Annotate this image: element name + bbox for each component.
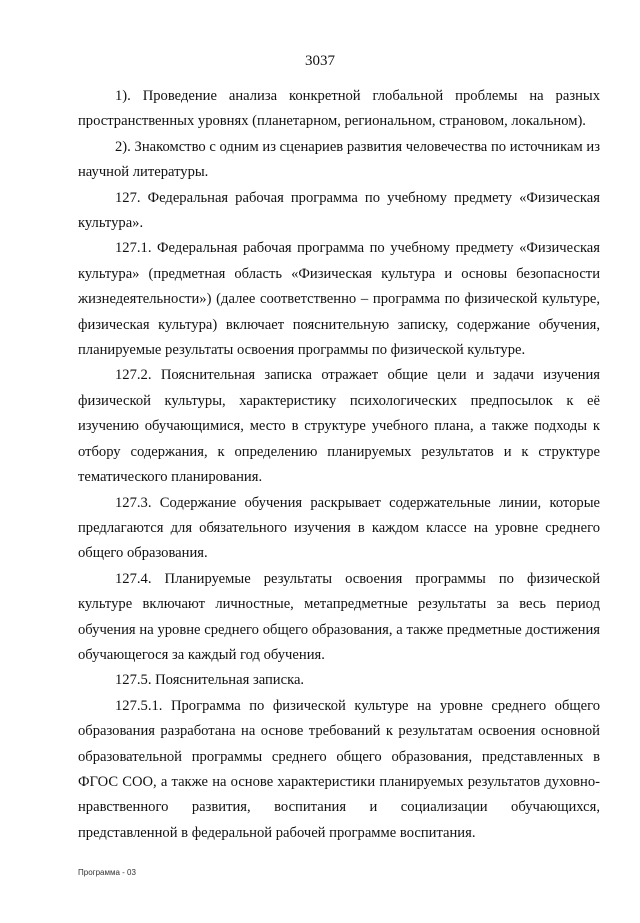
paragraph-2: 2). Знакомство с одним из сценариев развития человечества по источникам из научной литературы.: [78, 138, 600, 181]
paragraph-3: 127. Федеральная рабочая программа по учебному предмету «Физическая культура».: [78, 189, 600, 232]
footer-label: Программа - 03: [78, 868, 136, 877]
page-number: 3037: [305, 53, 335, 69]
paragraph-8: 127.5. Пояснительная записка.: [115, 672, 305, 689]
paragraph-6: 127.3. Содержание обучения раскрывает содержательные линии, которые предлагаются для обязательного изучения в каждом классе на уровне среднего общего образования.: [78, 494, 600, 562]
document-body: [78, 84, 600, 846]
paragraph-7: 127.4. Планируемые результаты освоения программы по физической культуре включают личностные, метапредметные результаты за весь период обучения на уровне среднего общего образования, а также предметные достижения обучающегося за каждый год обучения.: [78, 570, 600, 663]
paragraph-9: 127.5.1. Программа по физической культуре на уровне среднего общего образования разработана на основе требований к результатам освоения основной образовательной программы среднего общего образования, представленных в ФГОС СОО, а также на основе характеристики планируемых результатов духовно-нравственного развития, воспитания и социализации обучающихся, представленной в федеральной рабочей программе воспитания.: [78, 697, 600, 841]
paragraph-1: 1). Проведение анализа конкретной глобальной проблемы на разных пространственных уровнях (планетарном, региональном, страновом, локальном).: [78, 88, 600, 130]
paragraph-4: 127.1. Федеральная рабочая программа по учебному предмету «Физическая культура» (предметная область «Физическая культура и основы безопасности жизнедеятельности») (далее соответственно – программа по физической культуре, физическая культура) включает пояснительную записку, содержание обучения, планируемые результаты освоения программы по физической культуре.: [78, 240, 600, 359]
paragraph-5: 127.2. Пояснительная записка отражает общие цели и задачи изучения физической культуры, характеристику психологических предпосылок к её изучению обучающимися, место в структуре учебного плана, а также подходы к отбору содержания, к определению планируемых результатов и к структуре тематического планирования.: [78, 367, 600, 486]
